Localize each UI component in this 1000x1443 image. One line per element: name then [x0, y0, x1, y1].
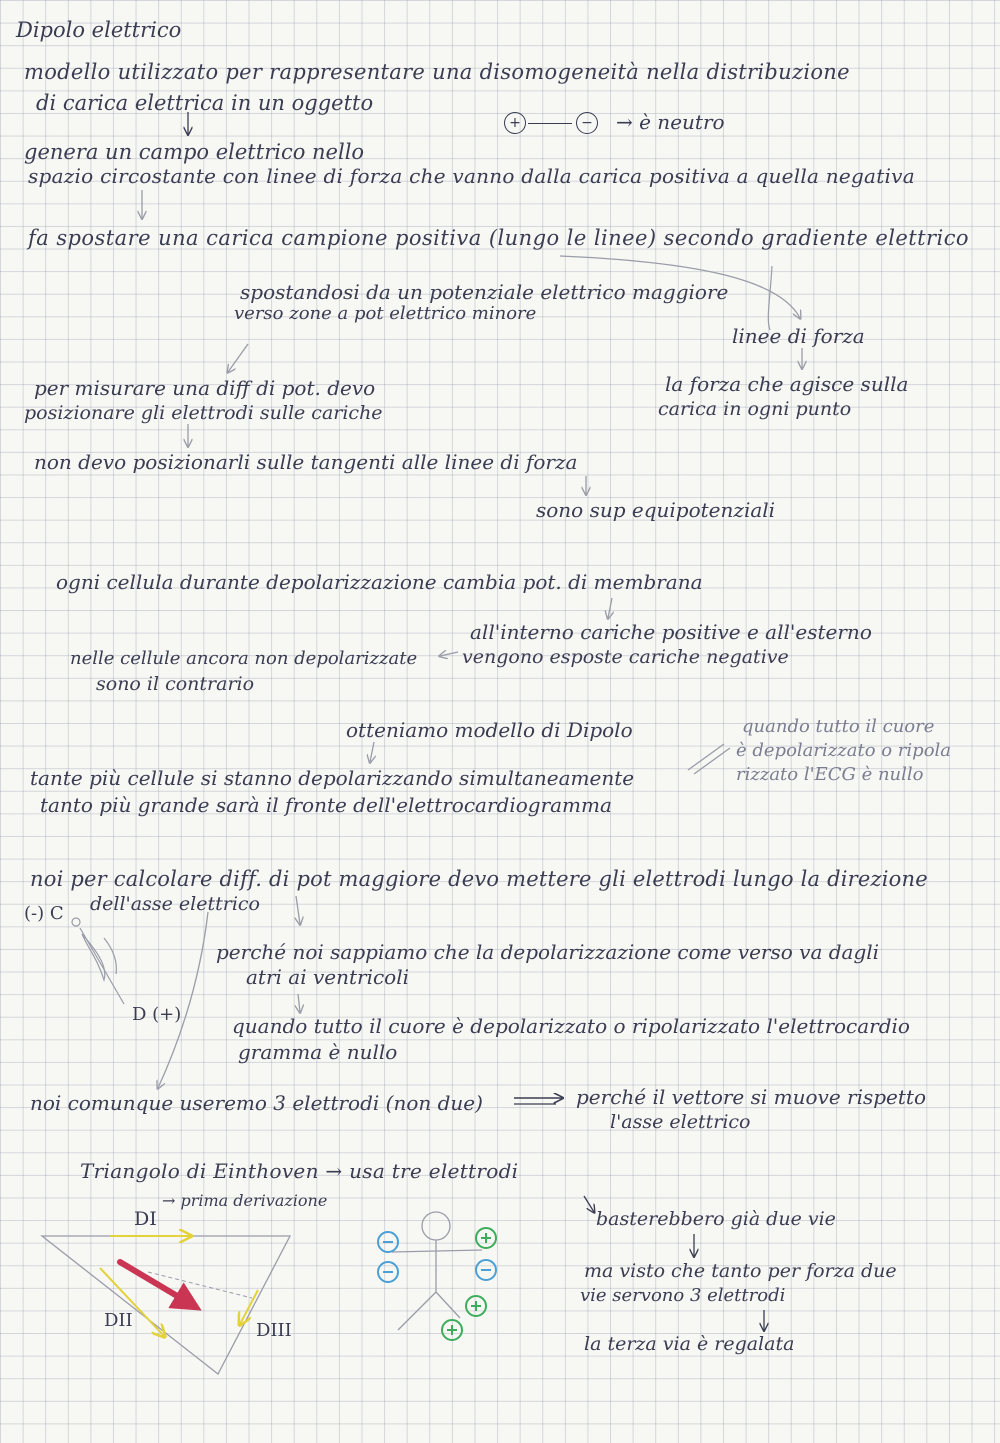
minus-electrode-icon	[378, 1232, 398, 1252]
note-line: genera un campo elettrico nello	[24, 140, 365, 164]
note-line: perché noi sappiamo che la depolarizzazione come verso va dagli	[216, 940, 880, 964]
note-line: quando tutto il cuore	[742, 716, 935, 737]
note-line: tanto più grande sarà il fronte dell'elettrocardiogramma	[40, 793, 612, 817]
note-line: spostandosi da un potenziale elettrico maggiore	[240, 280, 729, 304]
note-line: quando tutto il cuore è depolarizzato o ripolarizzato l'elettrocardio	[232, 1014, 910, 1038]
arrow-icon	[296, 896, 300, 924]
note-line: otteniamo modello di Dipolo	[346, 718, 633, 742]
arrow-icon	[440, 652, 458, 656]
note-line: fa spostare una carica campione positiva (lungo le linee) secondo gradiente elettrico	[28, 226, 969, 250]
arrow-icon	[370, 742, 374, 762]
page-title: Dipolo elettrico	[16, 18, 182, 42]
note-line: è depolarizzato o ripola	[736, 740, 952, 761]
plus-electrode-icon	[442, 1320, 462, 1340]
arrow-icon	[584, 1196, 594, 1212]
note-line: sono sup equipotenziali	[536, 498, 776, 522]
lead-label-d1: DI	[134, 1208, 157, 1230]
arrow-icon	[158, 912, 208, 1088]
note-line: → è neutro	[616, 110, 725, 134]
note-line: → prima derivazione	[162, 1191, 328, 1210]
arrow-icon	[608, 598, 612, 618]
electrode-label: (-) C	[24, 903, 64, 924]
minus-electrode-icon	[378, 1262, 398, 1282]
electrode-c-dot	[72, 918, 80, 926]
note-line: noi per calcolare diff. di pot maggiore devo mettere gli elettrodi lungo la direzione	[30, 867, 928, 891]
note-line: verso zone a pot elettrico minore	[234, 303, 537, 324]
electrical-axis-line	[80, 928, 124, 1004]
einthoven-triangle	[42, 1236, 290, 1374]
note-line: vie servono 3 elettrodi	[580, 1285, 786, 1306]
electrode-label: D (+)	[132, 1004, 182, 1025]
plus-charge-icon: +	[504, 112, 526, 134]
arrow-icon	[768, 266, 772, 330]
figure-leg-left	[398, 1292, 436, 1330]
note-line: carica in ogni punto	[658, 398, 852, 420]
note-line: perché il vettore si muove rispetto	[576, 1085, 926, 1109]
note-line: la terza via è regalata	[584, 1333, 795, 1355]
note-line: rizzato l'ECG è nullo	[736, 764, 924, 785]
lead-label-d3: DIII	[256, 1320, 292, 1341]
note-line: modello utilizzato per rappresentare una disomogeneità nella distribuzione	[24, 60, 850, 84]
arrow-icon	[228, 344, 248, 372]
note-line: di carica elettrica in un oggetto	[36, 91, 374, 115]
plus-electrode-icon	[466, 1296, 486, 1316]
arrow-icon	[100, 1268, 164, 1336]
figure-head	[422, 1212, 450, 1240]
lead-label-d2: DII	[104, 1310, 133, 1331]
note-line: basterebbero già due vie	[596, 1208, 836, 1230]
note-line: noi comunque useremo 3 elettrodi (non due)	[30, 1091, 483, 1115]
note-line: dell'asse elettrico	[90, 893, 260, 915]
note-line: atri ai ventricoli	[246, 965, 409, 989]
figure-leg-right	[436, 1292, 460, 1318]
arrow-icon	[298, 994, 300, 1012]
minus-electrode-icon	[476, 1260, 496, 1280]
heart-vector-arrow	[120, 1262, 194, 1306]
note-line: l'asse elettrico	[610, 1111, 751, 1133]
note-line: vengono esposte cariche negative	[462, 646, 789, 668]
arrow-icon	[240, 1290, 258, 1324]
note-line: ma visto che tanto per forza due	[584, 1260, 897, 1282]
figure-arms	[392, 1250, 482, 1252]
note-line: all'interno cariche positive e all'esterno	[470, 620, 872, 644]
note-line: per misurare una diff di pot. devo	[34, 376, 376, 400]
note-line: tante più cellule si stanno depolarizzando simultaneamente	[30, 766, 635, 790]
note-line: linee di forza	[732, 324, 865, 348]
note-line: ogni cellula durante depolarizzazione cambia pot. di membrana	[56, 570, 703, 594]
minus-charge-icon: −	[576, 112, 598, 134]
note-line: Triangolo di Einthoven → usa tre elettrodi	[80, 1159, 519, 1183]
note-line: gramma è nullo	[238, 1040, 398, 1064]
arrow-icon	[560, 256, 800, 318]
note-line: spazio circostante con linee di forza che vanno dalla carica positiva a quella negativa	[28, 164, 915, 188]
arrow-icon	[688, 744, 730, 774]
plus-electrode-icon	[476, 1228, 496, 1248]
note-line: posizionare gli elettrodi sulle cariche	[24, 402, 383, 424]
note-line: la forza che agisce sulla	[665, 372, 909, 396]
note-line: non devo posizionarli sulle tangenti alle linee di forza	[34, 450, 578, 474]
note-line: sono il contrario	[96, 673, 255, 695]
note-line: nelle cellule ancora non depolarizzate	[70, 648, 418, 669]
